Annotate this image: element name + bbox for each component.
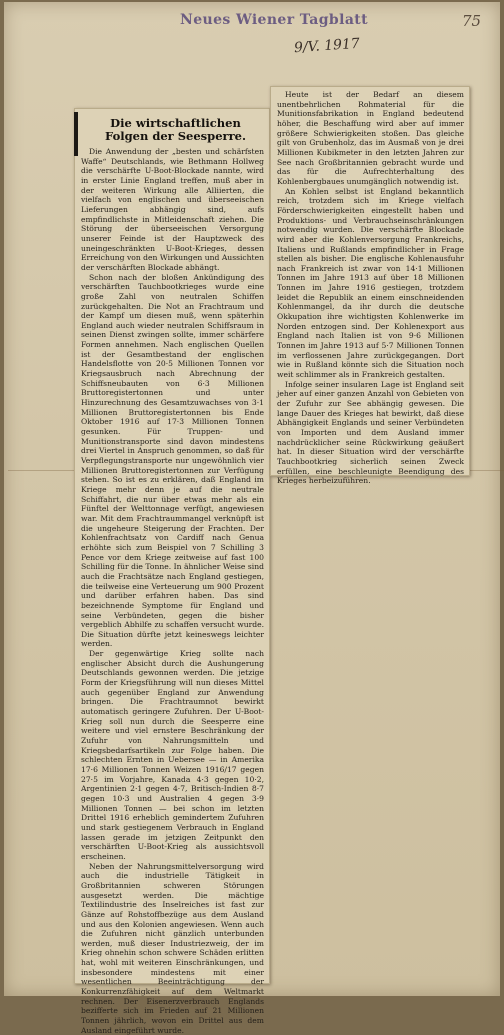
article-paragraph: Die Anwendung der „besten und schärfsten Waffe“ Deutschlands, wie Bethmann Hollweg die verschärfte U-Boot-Blockade nannte, wird in erster Linie England treffen, muß aber in der weiteren Wirkung alle Alliierten, die vielfach von englischen und überseeischen Lieferungen abhängig sind, aufs empfindlichste in Mitleidenschaft ziehen. Die Störung der überseeischen Versorgung unserer Feinde ist der Hauptzweck des uneingeschränkten U-Boot-Krieges, dessen Erreichung von den Wirkungen und Aussichten der verschärften Blockade abhängt. — [81, 147, 264, 272]
article-paragraph: Der gegenwärtige Krieg sollte nach englischer Absicht durch die Aushungerung Deutschlands gewonnen werden. Die jetzige Form der Kriegsführung will nun dieses Mittel auch gegenüber England zur Anwendung bringen. Die Frachtraumnot bewirkt automatisch geringere Zufuhren. Der U-Boot-Krieg soll nun durch die Seesperre eine weitere und viel ernstere Beschränkung der Zufuhr von Nahrungsmitteln und Kriegsbedarfsartikeln zur Folge haben. Die schlechten Ernten in Uebersee — in Amerika 17·6 Millionen Tonnen Weizen 1916/17 gegen 27·5 im Vorjahre, Kanada 4·3 gegen 10·2, Argentinien 2·1 gegen 4·7, Britisch-Indien 8·7 gegen 10·3 und Australien 4 gegen 3·9 Millionen Tonnen — bei schon im letzten Drittel 1916 erheblich gemindertem Zufuhren und stark gestiegenem Verbrauch in England lassen gerade im jetzigen Zeitpunkt den verschärften U-Boot-Krieg als aussichtsvoll erscheinen. — [81, 649, 264, 861]
article-paragraph: Schon nach der bloßen Ankündigung des verschärften Tauchbootkrieges wurde eine große Zahl von neutralen Schiffen zurückgehalten. Die Not an Frachtraum und der Kampf um diesen muß, wenn späterhin England auch wieder neutralen Schiffsraum in seinen Dienst zwingen sollte, immer schärfere Formen annehmen. Nach englischen Quellen ist der Gesamtbestand der englischen Handelsflotte von 20·5 Millionen Tonnen vor Kriegsausbruch nach Abrechnung der Schiffsneubauten von 6·3 Millionen Bruttoregistertonnen und unter Hinzurechnung des Gesamtzuwachses von 3·1 Millionen Bruttoregistertonnen bis Ende Oktober 1916 auf 17·3 Millionen Tonnen gesunken. Für Truppen- und Munitionstransporte sind davon mindestens drei Viertel in Anspruch genommen, so daß für Verpflegungstransporte nur ungewöhnlich vier Millionen Bruttoregistertonnen zur Verfügung stehen. So ist es zu erklären, daß England im Kriege mehr denn je auf die neutrale Schiffahrt, die nur über etwas mehr als ein Fünftel der Welttonnage verfügt, angewiesen war. Mit dem Frachtraummangel verknüpft ist die ungeheure Steigerung der Frachten. Der Kohlenfrachtsatz von Cardiff nach Genua erhöhte sich zum Beispiel von 7 Schilling 3 Pence vor dem Kriege zeitweise auf fast 100 Schilling für die Tonne. In ähnlicher Weise sind auch die Frachtsätze nach England gestiegen, die teilweise eine Verteuerung um 900 Prozent und darüber erfahren haben. Das sind bezeichnende Symptome für England und seine Verbündeten, gegen die bisher vergeblich Abhilfe zu schaffen versucht wurde. Die Situation dürfte jetzt keineswegs leichter werden. — [81, 272, 264, 649]
article-clipping-right — [270, 86, 470, 486]
newspaper-name-stamp: Neues Wiener Tagblatt — [180, 12, 369, 28]
handwritten-page-number: 75 — [462, 12, 482, 30]
headline-marker-bar — [74, 112, 78, 156]
article-paragraph: An Kohlen selbst ist England bekanntlich reich, trotzdem sich im Kriege vielfach Förderschwierigkeiten eingestellt haben und Produktions- und Verbrauchseinschränkungen notwendig wurden. Die verschärfte Blockade wird aber die Kohlenversorgung Frankreichs, Italiens und Rußlands empfindlicher in Frage stellen als bisher. Die englische Kohlenausfuhr nach Frankreich ist zwar von 14·1 Millionen Tonnen im Jahre 1913 auf über 18 Millionen Tonnen im Jahre 1916 gestiegen, trotzdem leidet die Republik an einem einschneidenden Kohlenmangel, da ihr durch die deutsche Okkupation ihre wichtigsten Kohlenwerke im Norden entzogen sind. Der Kohlenexport aus England nach Italien ist von 9·6 Millionen Tonnen im Jahre 1913 auf 5·7 Millionen Tonnen im verflossenen Jahre zurückgegangen. Dort wie in Rußland könnte sich die Situation noch weit schlimmer als in Frankreich gestalten. — [277, 186, 464, 380]
article-paragraph: Neben der Nahrungsmittelversorgung wird auch die industrielle Tätigkeit in Großbritannien schweren Störungen ausgesetzt werden. Die mächtige Textilindustrie des Inselreiches ist fast zur Gänze auf Rohstoffbezüge aus dem Ausland und aus den Kolonien angewiesen. Wenn auch die Zufuhren nicht gänzlich unterbunden werden, muß dieser Industriezweig, der im Krieg ohnehin schon schwere Schäden erlitten hat, wohl mit weiteren Einschränkungen, und insbesondere mindestens mit einer wesentlichen Beeinträchtigung der Konkurrenzfähigkeit auf dem Weltmarkt rechnen. Der Eisenerzverbrauch Englands bezifferte sich im Frieden auf 21 Millionen Tonnen jährlich, wovon ein Drittel aus dem Ausland eingeführt wurde. — [81, 861, 264, 1035]
handwritten-date: 9/V. 1917 — [293, 35, 361, 57]
article-clipping-left — [74, 108, 270, 1035]
article-headline: Die wirtschaftlichen Folgen der Seesperre. — [105, 116, 246, 143]
article-paragraph: Heute ist der Bedarf an diesem unentbehrlichen Rohmaterial für die Munitionsfabrikation in England bedeutend höher, die Beschaffung wird aber auf immer größere Schwierigkeiten stoßen. Das gleiche gilt von Grubenholz, das im Ausmaß von je drei Millionen Kubikmeter in den letzten Jahren zur See nach Großbritannien gebracht wurde und das für die Aufrechterhaltung des Kohlenbergbaues unumgänglich notwendig ist. — [277, 90, 464, 186]
article-paragraph: Infolge seiner insularen Lage ist England seit jeher auf einer ganzen Anzahl von Gebieten von der Zufuhr zur See abhängig gewesen. Die lange Dauer des Krieges hat bewirkt, daß diese Abhängigkeit Englands und seiner Verbündeten von Importen und dem Ausland immer nachdrücklicher seine Rückwirkung geäußert hat. In dieser Situation wird der verschärfte Tauchbootkrieg sicherlich seinen Zweck erfüllen, eine beschleunigte Beendigung des Krieges herbeizuführen. — [277, 379, 464, 486]
